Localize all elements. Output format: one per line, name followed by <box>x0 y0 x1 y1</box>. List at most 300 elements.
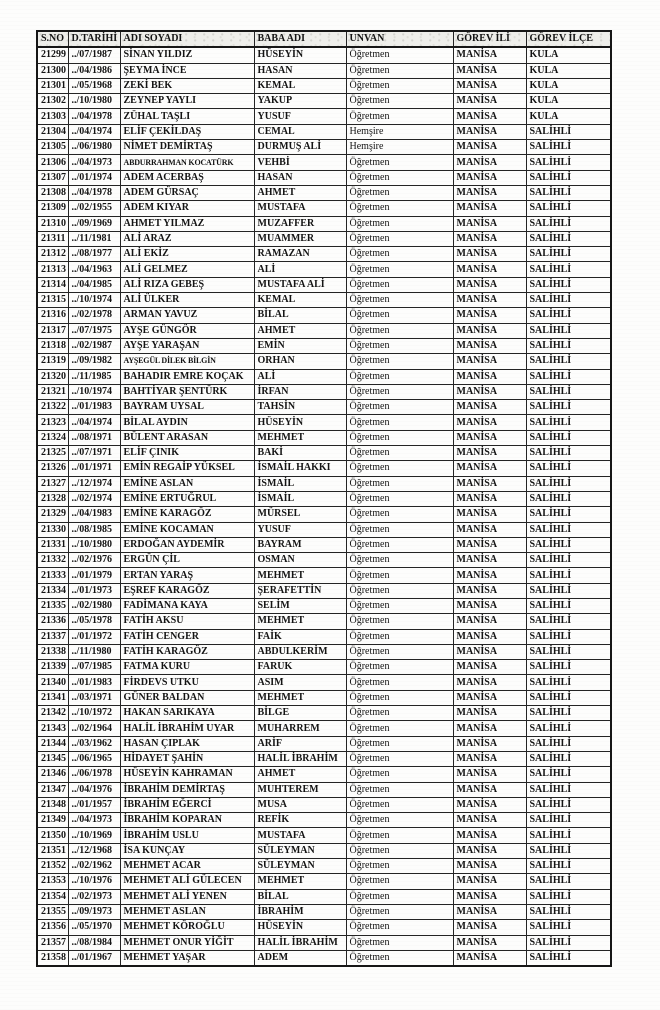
cell-title: Öğretmen <box>346 507 453 522</box>
column-header-province: GÖREV İLİ <box>453 31 526 47</box>
cell-father-name: AHMET <box>254 185 346 200</box>
cell-title: Öğretmen <box>346 904 453 919</box>
cell-sno: 21344 <box>37 736 68 751</box>
cell-father-name: VEHBİ <box>254 155 346 170</box>
cell-birth-date: ../10/1969 <box>68 828 120 843</box>
cell-title: Öğretmen <box>346 94 453 109</box>
cell-sno: 21322 <box>37 400 68 415</box>
cell-father-name: İRFAN <box>254 384 346 399</box>
cell-province: MANİSA <box>453 201 526 216</box>
cell-sno: 21320 <box>37 369 68 384</box>
cell-father-name: HALİL İBRAHİM <box>254 751 346 766</box>
cell-district: SALİHLİ <box>526 813 611 828</box>
cell-birth-date: ../04/1985 <box>68 277 120 292</box>
cell-district: KULA <box>526 63 611 78</box>
cell-province: MANİSA <box>453 231 526 246</box>
cell-district: SALİHLİ <box>526 874 611 889</box>
cell-father-name: FARUK <box>254 660 346 675</box>
cell-title: Öğretmen <box>346 277 453 292</box>
cell-district: SALİHLİ <box>526 598 611 613</box>
column-header-birth-date: D.TARİHİ <box>68 31 120 47</box>
cell-birth-date: ../02/1987 <box>68 338 120 353</box>
cell-full-name: HAKAN SARIKAYA <box>120 706 254 721</box>
cell-title: Öğretmen <box>346 614 453 629</box>
cell-province: MANİSA <box>453 644 526 659</box>
cell-father-name: MEHMET <box>254 614 346 629</box>
cell-title: Öğretmen <box>346 155 453 170</box>
cell-sno: 21309 <box>37 201 68 216</box>
cell-title: Öğretmen <box>346 797 453 812</box>
cell-province: MANİSA <box>453 415 526 430</box>
table-row <box>37 553 611 568</box>
cell-birth-date: ../03/1971 <box>68 690 120 705</box>
cell-sno: 21317 <box>37 323 68 338</box>
cell-birth-date: ../07/1985 <box>68 660 120 675</box>
cell-sno: 21347 <box>37 782 68 797</box>
cell-full-name: MEHMET YAŞAR <box>120 950 254 966</box>
table-row <box>37 384 611 399</box>
cell-district: SALİHLİ <box>526 507 611 522</box>
cell-father-name: HÜSEYİN <box>254 920 346 935</box>
table-row <box>37 629 611 644</box>
cell-full-name: AHMET YILMAZ <box>120 216 254 231</box>
cell-birth-date: ../04/1976 <box>68 782 120 797</box>
cell-father-name: İSMAİL <box>254 491 346 506</box>
cell-father-name: HÜSEYİN <box>254 47 346 63</box>
cell-father-name: HASAN <box>254 63 346 78</box>
table-row <box>37 63 611 78</box>
cell-father-name: FAİK <box>254 629 346 644</box>
cell-full-name: İBRAHİM DEMİRTAŞ <box>120 782 254 797</box>
cell-title: Öğretmen <box>346 751 453 766</box>
cell-province: MANİSA <box>453 553 526 568</box>
cell-sno: 21332 <box>37 553 68 568</box>
cell-province: MANİSA <box>453 721 526 736</box>
cell-province: MANİSA <box>453 491 526 506</box>
cell-district: SALİHLİ <box>526 660 611 675</box>
cell-province: MANİSA <box>453 522 526 537</box>
cell-district: SALİHLİ <box>526 690 611 705</box>
cell-full-name: NİMET DEMİRTAŞ <box>120 140 254 155</box>
cell-title: Öğretmen <box>346 247 453 262</box>
cell-title: Hemşire <box>346 140 453 155</box>
table-row <box>37 522 611 537</box>
table-row <box>37 231 611 246</box>
table-row <box>37 721 611 736</box>
cell-district: SALİHLİ <box>526 277 611 292</box>
cell-birth-date: ../06/1978 <box>68 767 120 782</box>
cell-district: SALİHLİ <box>526 675 611 690</box>
cell-district: SALİHLİ <box>526 797 611 812</box>
table-row <box>37 323 611 338</box>
table-row <box>37 476 611 491</box>
table-row <box>37 598 611 613</box>
cell-full-name: ELİF ÇEKİLDAŞ <box>120 124 254 139</box>
cell-full-name: ZEYNEP YAYLI <box>120 94 254 109</box>
cell-title: Öğretmen <box>346 323 453 338</box>
cell-province: MANİSA <box>453 109 526 124</box>
cell-birth-date: ../01/1971 <box>68 461 120 476</box>
cell-title: Öğretmen <box>346 782 453 797</box>
cell-sno: 21349 <box>37 813 68 828</box>
cell-sno: 21348 <box>37 797 68 812</box>
cell-full-name: MEHMET ONUR YİĞİT <box>120 935 254 950</box>
cell-father-name: TAHSİN <box>254 400 346 415</box>
cell-father-name: BİLGE <box>254 706 346 721</box>
cell-sno: 21316 <box>37 308 68 323</box>
cell-district: SALİHLİ <box>526 950 611 966</box>
cell-full-name: İBRAHİM EĞERCİ <box>120 797 254 812</box>
cell-full-name: ELİF ÇINIK <box>120 446 254 461</box>
cell-province: MANİSA <box>453 537 526 552</box>
cell-province: MANİSA <box>453 476 526 491</box>
cell-title: Öğretmen <box>346 583 453 598</box>
cell-full-name: EŞREF KARAGÖZ <box>120 583 254 598</box>
table-row <box>37 859 611 874</box>
cell-sno: 21352 <box>37 859 68 874</box>
cell-father-name: MEHMET <box>254 568 346 583</box>
cell-birth-date: ../12/1974 <box>68 476 120 491</box>
cell-sno: 21321 <box>37 384 68 399</box>
cell-district: SALİHLİ <box>526 430 611 445</box>
cell-father-name: SELİM <box>254 598 346 613</box>
cell-sno: 21303 <box>37 109 68 124</box>
cell-sno: 21306 <box>37 155 68 170</box>
cell-province: MANİSA <box>453 507 526 522</box>
cell-sno: 21350 <box>37 828 68 843</box>
cell-district: SALİHLİ <box>526 782 611 797</box>
cell-province: MANİSA <box>453 94 526 109</box>
cell-father-name: YUSUF <box>254 109 346 124</box>
cell-title: Öğretmen <box>346 63 453 78</box>
cell-father-name: CEMAL <box>254 124 346 139</box>
cell-district: SALİHLİ <box>526 400 611 415</box>
cell-birth-date: ../04/1983 <box>68 507 120 522</box>
cell-province: MANİSA <box>453 124 526 139</box>
cell-title: Öğretmen <box>346 308 453 323</box>
table-row <box>37 568 611 583</box>
cell-birth-date: ../01/1967 <box>68 950 120 966</box>
cell-birth-date: ../08/1985 <box>68 522 120 537</box>
cell-father-name: OSMAN <box>254 553 346 568</box>
cell-title: Öğretmen <box>346 446 453 461</box>
cell-title: Öğretmen <box>346 216 453 231</box>
cell-title: Öğretmen <box>346 950 453 966</box>
cell-sno: 21331 <box>37 537 68 552</box>
cell-province: MANİSA <box>453 889 526 904</box>
cell-province: MANİSA <box>453 614 526 629</box>
cell-full-name: ARMAN YAVUZ <box>120 308 254 323</box>
cell-district: SALİHLİ <box>526 583 611 598</box>
cell-district: SALİHLİ <box>526 262 611 277</box>
cell-sno: 21307 <box>37 170 68 185</box>
cell-sno: 21345 <box>37 751 68 766</box>
table-row <box>37 767 611 782</box>
cell-father-name: MUHTEREM <box>254 782 346 797</box>
cell-province: MANİSA <box>453 155 526 170</box>
cell-district: KULA <box>526 47 611 63</box>
cell-district: SALİHLİ <box>526 354 611 369</box>
cell-sno: 21351 <box>37 843 68 858</box>
cell-district: SALİHLİ <box>526 185 611 200</box>
cell-full-name: FADİMANA KAYA <box>120 598 254 613</box>
table-row <box>37 247 611 262</box>
cell-father-name: KEMAL <box>254 78 346 93</box>
cell-father-name: MEHMET <box>254 690 346 705</box>
cell-full-name: HALİL İBRAHİM UYAR <box>120 721 254 736</box>
cell-sno: 21355 <box>37 904 68 919</box>
cell-title: Öğretmen <box>346 170 453 185</box>
cell-province: MANİSA <box>453 369 526 384</box>
cell-province: MANİSA <box>453 736 526 751</box>
cell-title: Öğretmen <box>346 293 453 308</box>
cell-district: SALİHLİ <box>526 491 611 506</box>
cell-full-name: ADEM GÜRSAÇ <box>120 185 254 200</box>
table-row <box>37 430 611 445</box>
cell-title: Öğretmen <box>346 109 453 124</box>
cell-title: Öğretmen <box>346 338 453 353</box>
cell-sno: 21318 <box>37 338 68 353</box>
table-row <box>37 935 611 950</box>
cell-title: Öğretmen <box>346 400 453 415</box>
cell-father-name: MEHMET <box>254 430 346 445</box>
cell-province: MANİSA <box>453 63 526 78</box>
cell-father-name: MEHMET <box>254 874 346 889</box>
cell-province: MANİSA <box>453 338 526 353</box>
cell-province: MANİSA <box>453 767 526 782</box>
cell-title: Öğretmen <box>346 201 453 216</box>
cell-sno: 21354 <box>37 889 68 904</box>
cell-district: SALİHLİ <box>526 308 611 323</box>
table-row <box>37 124 611 139</box>
cell-district: SALİHLİ <box>526 843 611 858</box>
cell-birth-date: ../06/1965 <box>68 751 120 766</box>
cell-title: Öğretmen <box>346 675 453 690</box>
cell-sno: 21304 <box>37 124 68 139</box>
cell-father-name: MUHARREM <box>254 721 346 736</box>
cell-province: MANİSA <box>453 277 526 292</box>
cell-father-name: HALİL İBRAHİM <box>254 935 346 950</box>
cell-birth-date: ../01/1974 <box>68 170 120 185</box>
table-row <box>37 690 611 705</box>
cell-father-name: RAMAZAN <box>254 247 346 262</box>
cell-title: Öğretmen <box>346 553 453 568</box>
cell-full-name: ERDOĞAN AYDEMİR <box>120 537 254 552</box>
cell-title: Öğretmen <box>346 568 453 583</box>
table-row <box>37 874 611 889</box>
cell-birth-date: ../07/1987 <box>68 47 120 63</box>
column-header-full-name: ADI SOYADI <box>120 31 254 47</box>
cell-title: Öğretmen <box>346 843 453 858</box>
cell-full-name: MEHMET ASLAN <box>120 904 254 919</box>
cell-father-name: KEMAL <box>254 293 346 308</box>
cell-province: MANİSA <box>453 859 526 874</box>
table-row <box>37 904 611 919</box>
cell-full-name: ERGÜN ÇİL <box>120 553 254 568</box>
cell-full-name: BAHADIR EMRE KOÇAK <box>120 369 254 384</box>
table-row <box>37 354 611 369</box>
cell-full-name: EMİN REGAİP YÜKSEL <box>120 461 254 476</box>
cell-birth-date: ../04/1963 <box>68 262 120 277</box>
cell-full-name: ADEM ACERBAŞ <box>120 170 254 185</box>
cell-full-name: FATİH KARAGÖZ <box>120 644 254 659</box>
cell-district: SALİHLİ <box>526 522 611 537</box>
table-row <box>37 155 611 170</box>
cell-title: Öğretmen <box>346 369 453 384</box>
cell-birth-date: ../04/1974 <box>68 415 120 430</box>
table-row <box>37 889 611 904</box>
cell-birth-date: ../02/1976 <box>68 553 120 568</box>
cell-father-name: AHMET <box>254 767 346 782</box>
cell-father-name: MÜRSEL <box>254 507 346 522</box>
cell-full-name: ALİ ÜLKER <box>120 293 254 308</box>
table-row <box>37 47 611 63</box>
cell-full-name: AYŞEGÜL DİLEK BİLGİN <box>120 354 254 369</box>
cell-sno: 21305 <box>37 140 68 155</box>
cell-district: SALİHLİ <box>526 706 611 721</box>
cell-district: SALİHLİ <box>526 721 611 736</box>
cell-full-name: ERTAN YARAŞ <box>120 568 254 583</box>
cell-sno: 21335 <box>37 598 68 613</box>
cell-father-name: İSMAİL HAKKI <box>254 461 346 476</box>
cell-province: MANİSA <box>453 430 526 445</box>
cell-district: SALİHLİ <box>526 369 611 384</box>
cell-province: MANİSA <box>453 690 526 705</box>
cell-district: SALİHLİ <box>526 614 611 629</box>
cell-birth-date: ../04/1973 <box>68 155 120 170</box>
cell-full-name: MEHMET KÖROĞLU <box>120 920 254 935</box>
cell-province: MANİSA <box>453 461 526 476</box>
cell-district: SALİHLİ <box>526 476 611 491</box>
cell-father-name: HASAN <box>254 170 346 185</box>
cell-province: MANİSA <box>453 293 526 308</box>
cell-sno: 21313 <box>37 262 68 277</box>
table-row <box>37 216 611 231</box>
cell-title: Öğretmen <box>346 522 453 537</box>
table-row <box>37 920 611 935</box>
cell-birth-date: ../01/1983 <box>68 400 120 415</box>
cell-birth-date: ../01/1979 <box>68 568 120 583</box>
cell-father-name: MUSTAFA <box>254 201 346 216</box>
cell-district: SALİHLİ <box>526 323 611 338</box>
cell-sno: 21346 <box>37 767 68 782</box>
cell-full-name: FİRDEVS UTKU <box>120 675 254 690</box>
table-row <box>37 201 611 216</box>
cell-father-name: ADEM <box>254 950 346 966</box>
cell-birth-date: ../02/1973 <box>68 889 120 904</box>
cell-birth-date: ../09/1982 <box>68 354 120 369</box>
cell-province: MANİSA <box>453 140 526 155</box>
table-row <box>37 537 611 552</box>
cell-district: SALİHLİ <box>526 935 611 950</box>
cell-birth-date: ../02/1962 <box>68 859 120 874</box>
cell-district: SALİHLİ <box>526 293 611 308</box>
cell-full-name: ADEM KIYAR <box>120 201 254 216</box>
cell-title: Öğretmen <box>346 415 453 430</box>
cell-title: Öğretmen <box>346 629 453 644</box>
cell-district: SALİHLİ <box>526 537 611 552</box>
table-row <box>37 950 611 966</box>
cell-full-name: FATMA KURU <box>120 660 254 675</box>
table-row <box>37 140 611 155</box>
table-row <box>37 262 611 277</box>
cell-sno: 21336 <box>37 614 68 629</box>
table-row <box>37 507 611 522</box>
personnel-roster-table <box>36 30 612 967</box>
cell-birth-date: ../10/1980 <box>68 94 120 109</box>
cell-full-name: MEHMET ALİ YENEN <box>120 889 254 904</box>
cell-sno: 21342 <box>37 706 68 721</box>
cell-full-name: MEHMET ALİ GÜLECEN <box>120 874 254 889</box>
cell-father-name: EMİN <box>254 338 346 353</box>
cell-full-name: ZÜHAL TAŞLI <box>120 109 254 124</box>
cell-sno: 21315 <box>37 293 68 308</box>
table-row <box>37 446 611 461</box>
cell-full-name: HÜSEYİN KAHRAMAN <box>120 767 254 782</box>
cell-title: Öğretmen <box>346 185 453 200</box>
cell-province: MANİSA <box>453 874 526 889</box>
cell-birth-date: ../05/1968 <box>68 78 120 93</box>
cell-title: Öğretmen <box>346 874 453 889</box>
cell-birth-date: ../02/1978 <box>68 308 120 323</box>
cell-full-name: FATİH CENGER <box>120 629 254 644</box>
cell-full-name: ZEKİ BEK <box>120 78 254 93</box>
cell-district: SALİHLİ <box>526 736 611 751</box>
cell-birth-date: ../06/1980 <box>68 140 120 155</box>
table-row <box>37 644 611 659</box>
cell-full-name: İBRAHİM KOPARAN <box>120 813 254 828</box>
cell-birth-date: ../03/1962 <box>68 736 120 751</box>
cell-father-name: DURMUŞ ALİ <box>254 140 346 155</box>
cell-sno: 21337 <box>37 629 68 644</box>
cell-sno: 21343 <box>37 721 68 736</box>
cell-province: MANİSA <box>453 583 526 598</box>
cell-province: MANİSA <box>453 950 526 966</box>
cell-title: Öğretmen <box>346 47 453 63</box>
cell-birth-date: ../02/1955 <box>68 201 120 216</box>
cell-title: Öğretmen <box>346 889 453 904</box>
cell-father-name: BAYRAM <box>254 537 346 552</box>
cell-father-name: ŞERAFETTİN <box>254 583 346 598</box>
cell-full-name: İSA KUNÇAY <box>120 843 254 858</box>
cell-district: SALİHLİ <box>526 553 611 568</box>
cell-title: Öğretmen <box>346 78 453 93</box>
cell-title: Öğretmen <box>346 920 453 935</box>
cell-district: SALİHLİ <box>526 859 611 874</box>
table-row <box>37 813 611 828</box>
cell-province: MANİSA <box>453 323 526 338</box>
table-row <box>37 170 611 185</box>
table-row <box>37 782 611 797</box>
cell-birth-date: ../04/1978 <box>68 109 120 124</box>
cell-province: MANİSA <box>453 843 526 858</box>
cell-full-name: EMİNE KOCAMAN <box>120 522 254 537</box>
cell-birth-date: ../10/1974 <box>68 293 120 308</box>
cell-province: MANİSA <box>453 400 526 415</box>
cell-sno: 21356 <box>37 920 68 935</box>
cell-title: Öğretmen <box>346 598 453 613</box>
cell-sno: 21341 <box>37 690 68 705</box>
cell-birth-date: ../11/1985 <box>68 369 120 384</box>
cell-father-name: BİLAL <box>254 889 346 904</box>
cell-birth-date: ../04/1974 <box>68 124 120 139</box>
table-row <box>37 751 611 766</box>
table-row <box>37 308 611 323</box>
cell-district: SALİHLİ <box>526 415 611 430</box>
cell-district: SALİHLİ <box>526 828 611 843</box>
cell-sno: 21358 <box>37 950 68 966</box>
cell-full-name: ABDURRAHMAN KOCATÜRK <box>120 155 254 170</box>
